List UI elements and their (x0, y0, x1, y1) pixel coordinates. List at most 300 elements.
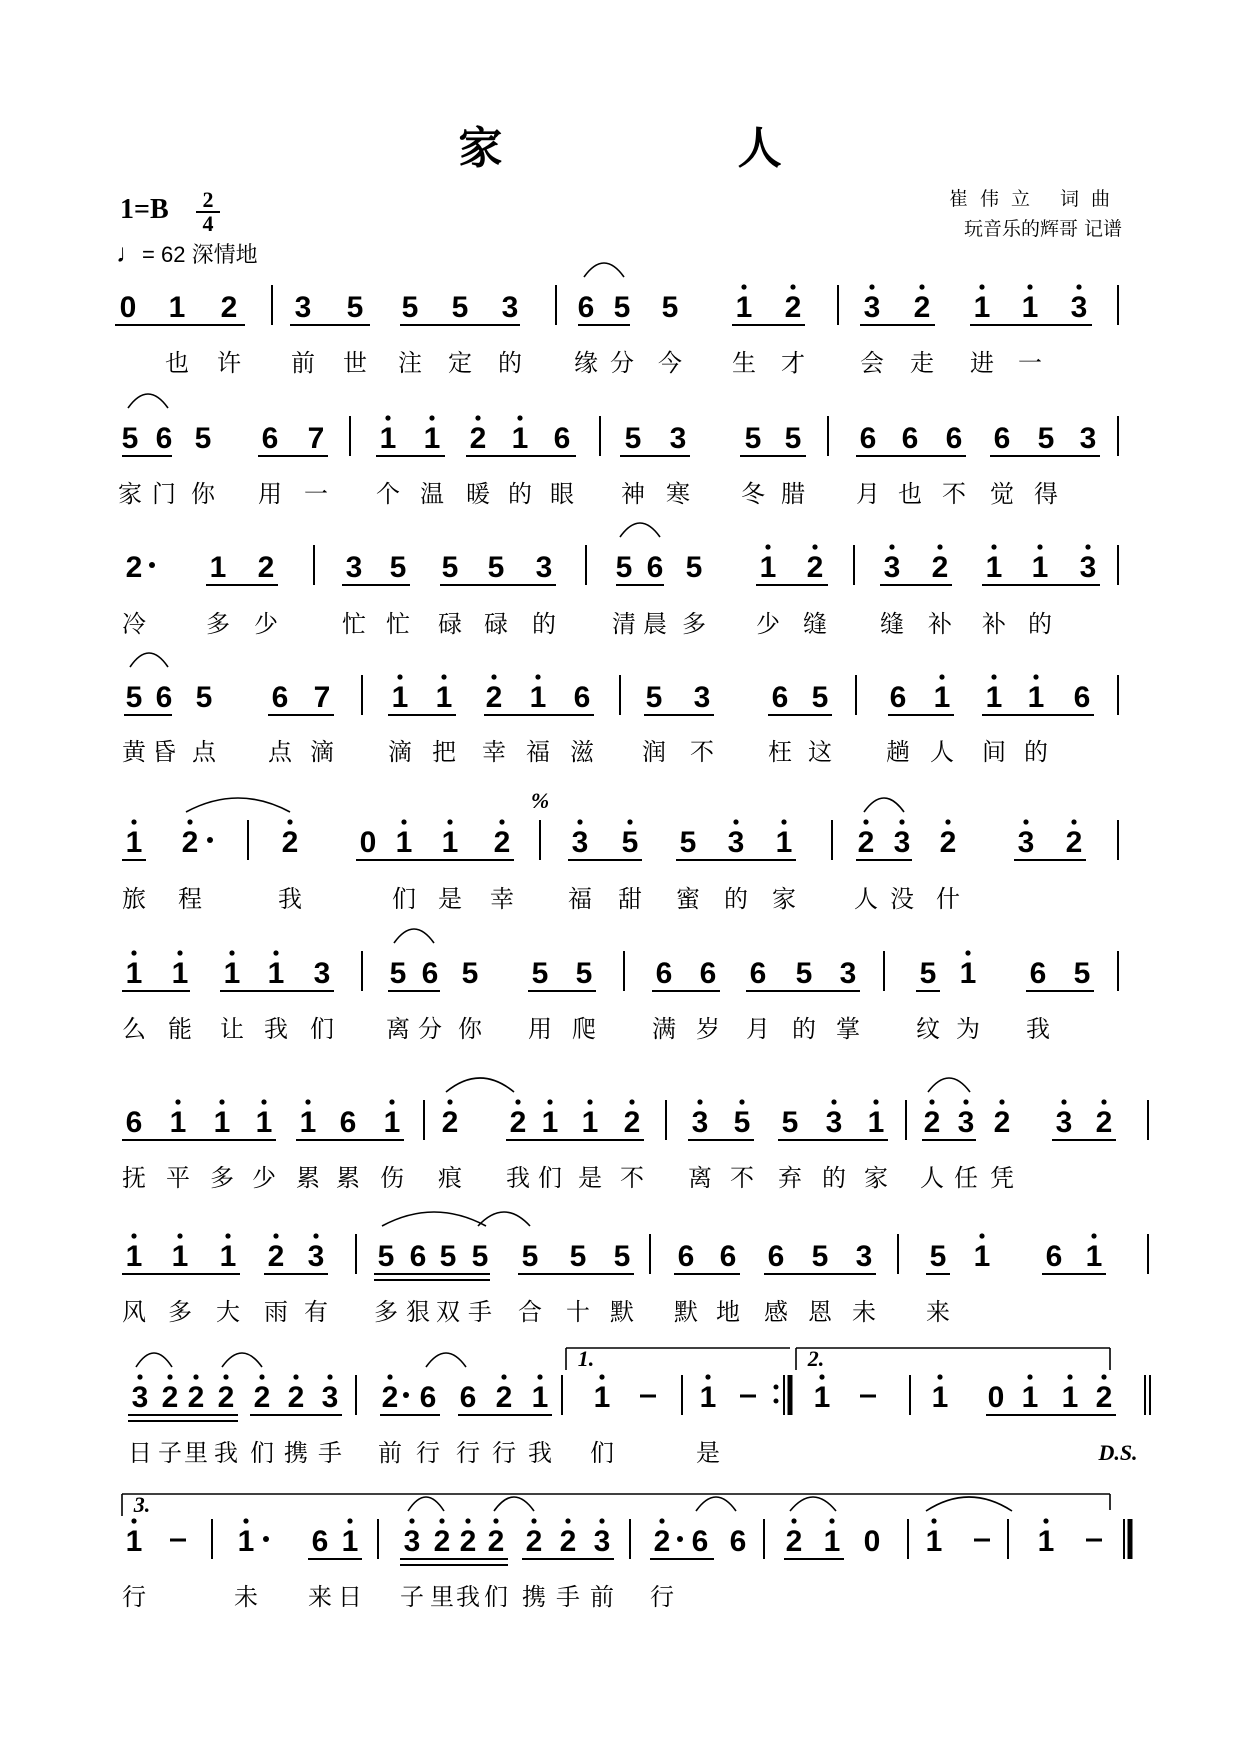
lyric-char: 不 (620, 1164, 644, 1192)
high-octave-dot (177, 1233, 182, 1238)
augmentation-dot (207, 837, 213, 843)
lyric-char: 许 (217, 349, 241, 377)
high-octave-dot (535, 674, 540, 679)
high-octave-dot (929, 1099, 934, 1104)
high-octave-dot (293, 1374, 298, 1379)
augmentation-dot (263, 1536, 269, 1542)
note: 0 (863, 1525, 881, 1558)
note: 1 (1031, 551, 1049, 584)
lyric-char: 一 (1018, 349, 1042, 377)
high-octave-dot (659, 1518, 664, 1523)
high-octave-dot (812, 544, 817, 549)
note: 3 (131, 1381, 149, 1414)
lyric-char: 温 (420, 480, 444, 508)
note: 2 (1065, 826, 1083, 859)
note: 2 (220, 291, 238, 324)
note: 6 (311, 1525, 329, 1558)
high-octave-dot (831, 1099, 836, 1104)
lyric-char: 你 (191, 480, 215, 508)
note: 1 (299, 1106, 317, 1139)
lyric-char: 补 (928, 610, 952, 638)
lyric-char: 的 (532, 610, 556, 638)
note: 5 (439, 1240, 457, 1273)
lyric-char: 冷 (122, 610, 146, 638)
note: 1 (341, 1525, 359, 1558)
lyric-char: 你 (458, 1015, 482, 1043)
high-octave-dot (899, 819, 904, 824)
note: 5 (441, 551, 459, 584)
lyric-char: 手 (318, 1439, 342, 1467)
note: 5 (679, 826, 697, 859)
note: 5 (195, 681, 213, 714)
tie-slur (382, 1212, 486, 1226)
note: 2 (931, 551, 949, 584)
high-octave-dot (261, 1099, 266, 1104)
note: 7 (307, 422, 325, 455)
note: 6 (339, 1106, 357, 1139)
high-octave-dot (937, 544, 942, 549)
lyric-char: 日 (338, 1583, 362, 1611)
note: 3 (1055, 1106, 1073, 1139)
lyric-char: 我 (528, 1439, 552, 1467)
high-octave-dot (1071, 819, 1076, 824)
high-octave-dot (259, 1374, 264, 1379)
lyric-char: 累 (296, 1164, 320, 1192)
high-octave-dot (223, 1374, 228, 1379)
lyric-char: 前 (291, 349, 315, 377)
note: 6 (719, 1240, 737, 1273)
lyric-char: 们 (250, 1439, 274, 1467)
high-octave-dot (939, 674, 944, 679)
high-octave-dot (733, 819, 738, 824)
lyric-char: 痕 (438, 1164, 462, 1192)
note: 1 (581, 1106, 599, 1139)
lyric-char: 分 (418, 1015, 442, 1043)
lyric-char: 离 (688, 1164, 712, 1192)
lyric-char: 行 (456, 1439, 480, 1467)
high-octave-dot (979, 284, 984, 289)
lyric-char: 世 (343, 349, 367, 377)
note: 1 (171, 1240, 189, 1273)
lyric-char: 蜜 (676, 885, 700, 913)
high-octave-dot (863, 819, 868, 824)
lyric-char: 前 (378, 1439, 402, 1467)
lyric-char: 滋 (570, 738, 594, 766)
high-octave-dot (131, 819, 136, 824)
lyric-char: 这 (808, 738, 832, 766)
note: 2 (281, 826, 299, 859)
lyric-char: 我 (214, 1439, 238, 1467)
note: 5 (811, 681, 829, 714)
lyric-char: 任 (954, 1164, 978, 1192)
lyric-char: 们 (310, 1015, 334, 1043)
high-octave-dot (501, 1374, 506, 1379)
note: 6 (945, 422, 963, 455)
high-octave-dot (517, 415, 522, 420)
high-octave-dot (1023, 819, 1028, 824)
lyric-char: 人 (930, 738, 954, 766)
note: 1 (973, 1240, 991, 1273)
note: 1 (699, 1381, 717, 1414)
note: 3 (825, 1106, 843, 1139)
lyric-char: 们 (538, 1164, 562, 1192)
note: 3 (1017, 826, 1035, 859)
high-octave-dot (1085, 544, 1090, 549)
high-octave-dot (979, 1233, 984, 1238)
high-octave-dot (963, 1099, 968, 1104)
high-octave-dot (389, 1099, 394, 1104)
note: 6 (859, 422, 877, 455)
lyric-char: 间 (982, 738, 1006, 766)
lyric-char: 忙 (386, 610, 410, 638)
tie-slur (864, 798, 904, 812)
note: 1 (959, 957, 977, 990)
lyric-char: 枉 (768, 738, 792, 766)
lyric-char: 让 (220, 1015, 244, 1043)
note: 5 (744, 422, 762, 455)
note: 1 (1021, 291, 1039, 324)
lyric-char: 行 (650, 1583, 674, 1611)
lyric-char: 少 (756, 610, 780, 638)
note: 3 (1079, 551, 1097, 584)
lyric-char: 月 (746, 1015, 770, 1043)
high-octave-dot (1027, 284, 1032, 289)
high-octave-dot (705, 1374, 710, 1379)
lyric-char: 缝 (880, 610, 904, 638)
lyric-char: 默 (674, 1298, 698, 1326)
high-octave-dot (225, 1233, 230, 1238)
high-octave-dot (219, 1099, 224, 1104)
lyric-char: 的 (498, 349, 522, 377)
note: 6 (889, 681, 907, 714)
note: 5 (389, 551, 407, 584)
tie-slur (620, 523, 660, 537)
quarter-note-icon: ♩ (116, 238, 142, 268)
lyric-char: 携 (522, 1583, 546, 1611)
note: 5 (613, 291, 631, 324)
lyric-char: 行 (492, 1439, 516, 1467)
high-octave-dot (945, 819, 950, 824)
note: 3 (321, 1381, 339, 1414)
lyric-char: 神 (621, 480, 645, 508)
tie-slur (136, 1353, 172, 1367)
note: 1 (255, 1106, 273, 1139)
lyric-char: 雨 (264, 1298, 288, 1326)
song-title: 家 人 (458, 123, 892, 174)
high-octave-dot (429, 415, 434, 420)
lyric-char: 点 (268, 738, 292, 766)
lyric-char: 走 (910, 349, 934, 377)
high-octave-dot (273, 950, 278, 955)
lyric-char: 不 (690, 738, 714, 766)
tie-slur (928, 1078, 970, 1092)
note: 1 (423, 422, 441, 455)
high-octave-dot (229, 950, 234, 955)
high-octave-dot (401, 819, 406, 824)
lyric-char: 的 (724, 885, 748, 913)
lyric-char: 碌 (484, 610, 508, 638)
lyric-char: 进 (970, 349, 994, 377)
lyric-char: 的 (1028, 610, 1052, 638)
note: 1 (973, 291, 991, 324)
lyric-char: 个 (376, 480, 400, 508)
high-octave-dot (991, 674, 996, 679)
note: 3 (501, 291, 519, 324)
lyric-char: 的 (792, 1015, 816, 1043)
lyric-char: 弃 (778, 1164, 802, 1192)
high-octave-dot (175, 1099, 180, 1104)
note: 1 (593, 1381, 611, 1414)
lyric-char: 风 (122, 1298, 146, 1326)
note: 5 (784, 422, 802, 455)
note: 6 (573, 681, 591, 714)
lyric-char: 子 (158, 1439, 182, 1467)
high-octave-dot (447, 819, 452, 824)
high-octave-dot (999, 1099, 1004, 1104)
high-octave-dot (439, 1518, 444, 1523)
note: 1 (1061, 1381, 1079, 1414)
tie-slur (222, 1353, 262, 1367)
note: 6 (901, 422, 919, 455)
note: 6 (271, 681, 289, 714)
lyric-char: 注 (398, 349, 422, 377)
note: 6 (409, 1240, 427, 1273)
high-octave-dot (193, 1374, 198, 1379)
note: 2 (125, 551, 143, 584)
high-octave-dot (965, 950, 970, 955)
note: 6 (677, 1240, 695, 1273)
high-octave-dot (177, 950, 182, 955)
note: 3 (957, 1106, 975, 1139)
high-octave-dot (1027, 1374, 1032, 1379)
note: 2 (181, 826, 199, 859)
note: 3 (403, 1525, 421, 1558)
note: 1 (125, 957, 143, 990)
lyric-char: 定 (448, 349, 472, 377)
high-octave-dot (765, 544, 770, 549)
note: 3 (1070, 291, 1088, 324)
note: 2 (509, 1106, 527, 1139)
high-octave-dot (791, 1518, 796, 1523)
note: 6 (729, 1525, 747, 1558)
lyric-char: 十 (566, 1298, 590, 1326)
lyric-char: 地 (716, 1298, 740, 1326)
high-octave-dot (1033, 674, 1038, 679)
high-octave-dot (493, 1518, 498, 1523)
lyric-char: 掌 (836, 1015, 860, 1043)
high-octave-dot (991, 544, 996, 549)
note: 2 (381, 1381, 399, 1414)
high-octave-dot (565, 1518, 570, 1523)
note: 3 (669, 422, 687, 455)
high-octave-dot (697, 1099, 702, 1104)
segno-sign: % (530, 788, 550, 813)
lyric-char: 旅 (122, 885, 146, 913)
note: 2 (253, 1381, 271, 1414)
note: 3 (345, 551, 363, 584)
lyric-char: 是 (438, 885, 462, 913)
note: 5 (575, 957, 593, 990)
lyric-char: 们 (392, 885, 416, 913)
lyric-char: 也 (165, 349, 189, 377)
note: 1 (985, 681, 1003, 714)
note: 0 (359, 826, 377, 859)
high-octave-dot (587, 1099, 592, 1104)
lyricist-credit: 崔伟立 词曲 (948, 188, 1122, 210)
note: 5 (389, 957, 407, 990)
lyric-char: 昏 (152, 738, 176, 766)
lyric-char: 家 (864, 1164, 888, 1192)
high-octave-dot (475, 415, 480, 420)
lyric-char: 清 (612, 610, 636, 638)
note: 6 (993, 422, 1011, 455)
tie-slur (394, 929, 434, 943)
high-octave-dot (131, 950, 136, 955)
note: 5 (1073, 957, 1091, 990)
note: 6 (1073, 681, 1091, 714)
tie-slur (186, 798, 290, 812)
high-octave-dot (491, 674, 496, 679)
lyric-char: 多 (682, 610, 706, 638)
note: 1 (1037, 1525, 1055, 1558)
note: 1 (1021, 1381, 1039, 1414)
note: 5 (521, 1240, 539, 1273)
note: 3 (691, 1106, 709, 1139)
note: 5 (194, 422, 212, 455)
note: 6 (419, 1381, 437, 1414)
lyric-char: 缝 (803, 610, 827, 638)
note: 5 (685, 551, 703, 584)
volta-2: 2. (807, 1346, 825, 1371)
note: 2 (857, 826, 875, 859)
tie-slur (426, 1353, 466, 1367)
lyric-char: 用 (258, 480, 282, 508)
lyric-char: 我 (456, 1583, 480, 1611)
high-octave-dot (1037, 544, 1042, 549)
lyric-char: 会 (860, 349, 884, 377)
note: 3 (313, 957, 331, 990)
note: 1 (925, 1525, 943, 1558)
note: 1 (531, 1381, 549, 1414)
note: 5 (919, 957, 937, 990)
note: 3 (863, 291, 881, 324)
high-octave-dot (137, 1374, 142, 1379)
tempo-mark: 深情地 (191, 242, 258, 267)
high-octave-dot (347, 1518, 352, 1523)
note: 2 (623, 1106, 641, 1139)
lyric-char: 门 (152, 480, 176, 508)
high-octave-dot (131, 1233, 136, 1238)
note: 1 (213, 1106, 231, 1139)
volta-3: 3. (133, 1492, 151, 1517)
lyric-char: 合 (518, 1298, 542, 1326)
lyric-char: 我 (1026, 1015, 1050, 1043)
lyric-char: 甜 (618, 885, 642, 913)
high-octave-dot (1091, 1233, 1096, 1238)
time-bottom: 4 (202, 211, 214, 236)
lyric-char: 纹 (916, 1015, 940, 1043)
high-octave-dot (447, 1099, 452, 1104)
note: 3 (571, 826, 589, 859)
lyric-char: 幸 (490, 885, 514, 913)
note: 2 (653, 1525, 671, 1558)
tie-slur (790, 1497, 836, 1511)
lyric-char: 能 (168, 1015, 192, 1043)
lyric-char: 冬 (741, 480, 765, 508)
note: 1 (985, 551, 1003, 584)
note: 1 (209, 551, 227, 584)
note: 2 (433, 1525, 451, 1558)
tie-slur (408, 1497, 444, 1511)
lyric-char: 里 (430, 1583, 454, 1611)
note: 2 (485, 681, 503, 714)
tempo-value: = 62 (142, 242, 186, 267)
note: 5 (645, 681, 663, 714)
note: 6 (553, 422, 571, 455)
note: 0 (119, 291, 137, 324)
lyric-char: 感 (764, 1298, 788, 1326)
lyric-char: 少 (252, 1164, 276, 1192)
note: 5 (121, 422, 139, 455)
lyric-char: 爬 (572, 1015, 596, 1043)
lyric-char: 多 (374, 1298, 398, 1326)
high-octave-dot (889, 544, 894, 549)
lyric-char: 满 (652, 1015, 676, 1043)
note: 6 (699, 957, 717, 990)
note: 6 (749, 957, 767, 990)
high-octave-dot (313, 1233, 318, 1238)
note: 1 (435, 681, 453, 714)
high-octave-dot (1067, 1374, 1072, 1379)
lyric-char: 缘 (574, 349, 598, 377)
lyric-char: 家 (118, 480, 142, 508)
lyric-char: 我 (506, 1164, 530, 1192)
lyric-char: 是 (578, 1164, 602, 1192)
note: 1 (759, 551, 777, 584)
note: 2 (1095, 1381, 1113, 1414)
note: 1 (775, 826, 793, 859)
note: 6 (125, 1106, 143, 1139)
note: 5 (781, 1106, 799, 1139)
note: 1 (867, 1106, 885, 1139)
high-octave-dot (739, 1099, 744, 1104)
lyric-char: 忙 (342, 610, 366, 638)
tie-slur (128, 394, 168, 408)
note: 1 (379, 422, 397, 455)
lyric-char: 滴 (388, 738, 412, 766)
high-octave-dot (537, 1374, 542, 1379)
note: 2 (993, 1106, 1011, 1139)
augmentation-dot (677, 1536, 683, 1542)
high-octave-dot (1101, 1374, 1106, 1379)
lyric-char: 狠 (406, 1298, 430, 1326)
high-octave-dot (1101, 1099, 1106, 1104)
lyric-char: 大 (216, 1298, 240, 1326)
lyric-char: 一 (304, 480, 328, 508)
lyric-char: 子 (400, 1583, 424, 1611)
note: 3 (1079, 422, 1097, 455)
high-octave-dot (187, 819, 192, 824)
lyric-char: 用 (528, 1015, 552, 1043)
note: 6 (459, 1381, 477, 1414)
high-octave-dot (931, 1518, 936, 1523)
note: 6 (577, 291, 595, 324)
note: 1 (823, 1525, 841, 1558)
note: 6 (646, 551, 664, 584)
note: 5 (471, 1240, 489, 1273)
lyric-char: 手 (556, 1583, 580, 1611)
high-octave-dot (1043, 1518, 1048, 1523)
